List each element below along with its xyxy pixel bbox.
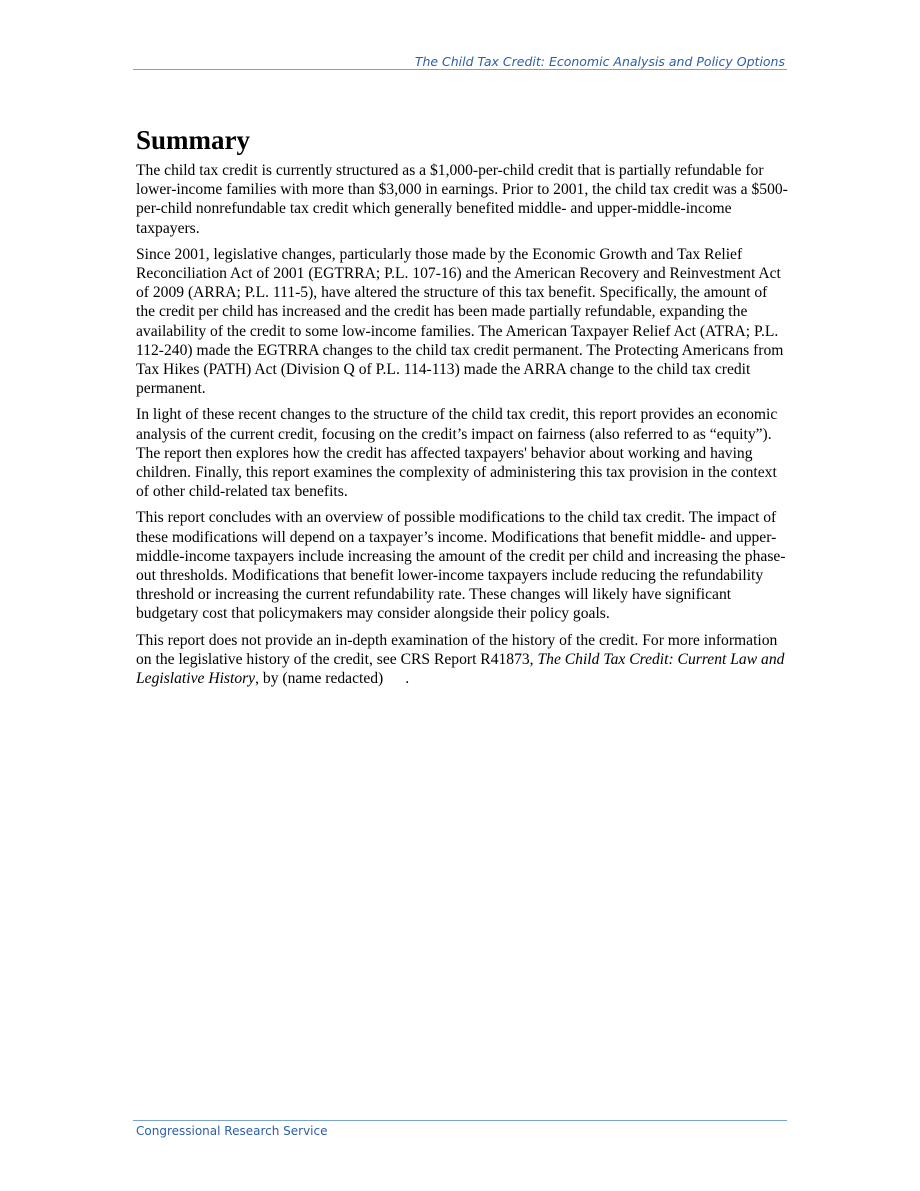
paragraph-5-author: , by (name redacted) (255, 670, 384, 688)
summary-heading: Summary (136, 125, 250, 155)
running-header-title: The Child Tax Credit: Economic Analysis and Policy Options (414, 54, 785, 69)
running-header (133, 53, 787, 70)
page-footer (133, 1120, 787, 1138)
summary-paragraph-3: In light of these recent changes to the structure of the child tax credit, this report provides an economic analysis of the current credit, focusing on the credit’s impact on fairness (also referred to as “equity”). The report then explores how the credit has affected taxpayers' behavior about working and having children. Finally, this report examines the complexity of administering this tax provision in the context of other child-related tax benefits. (136, 406, 778, 501)
footer-publisher: Congressional Research Service (136, 1124, 328, 1138)
summary-section (136, 124, 788, 695)
summary-paragraph-1: The child tax credit is currently structured as a $1,000-per-child credit that is partially refundable for lower-income families with more than $3,000 in earnings. Prior to 2001, the child tax credit was a $500-per-child nonrefundable tax credit which generally benefited middle- and upper-middle-income taxpayers. (136, 162, 788, 237)
summary-paragraph-4: This report concludes with an overview of possible modifications to the child tax credit. The impact of these modifications will depend on a taxpayer’s income. Modifications that benefit middle- and upper-middle-income taxpayers include increasing the amount of the credit per child and increasing the phase-out thresholds. Modifications that benefit lower-income taxpayers include reducing the refundability threshold or increasing the current refundability rate. These changes will likely have significant budgetary cost that policymakers may consider alongside their policy goals. (136, 509, 786, 623)
summary-paragraph-2: Since 2001, legislative changes, particularly those made by the Economic Growth and Tax Relief Reconciliation Act of 2001 (EGTRRA; P.L. 107-16) and the American Recovery and Reinvestment Act of 2009 (ARRA; P.L. 111-5), have altered the structure of this tax benefit. Specifically, the amount of the credit per child has increased and the credit has been made partially refundable, expanding the availability of the credit to some low-income families. The American Taxpayer Relief Act (ATRA; P.L. 112-240) made the EGTRRA changes to the child tax credit permanent. The Protecting Americans from Tax Hikes (PATH) Act (Division Q of P.L. 114-113) made the ARRA change to the child tax credit permanent. (136, 245, 784, 398)
paragraph-5-end-mark: . (405, 670, 410, 688)
summary-paragraph-5 (136, 631, 788, 689)
paragraph-5-intro: This report does not provide an in-depth examination of the history of the credit. For more information on the legislative history of the credit, see CRS Report R41873, (136, 631, 778, 668)
crs-report-title: The Child Tax Credit: Current Law and Legislative History (136, 650, 785, 688)
